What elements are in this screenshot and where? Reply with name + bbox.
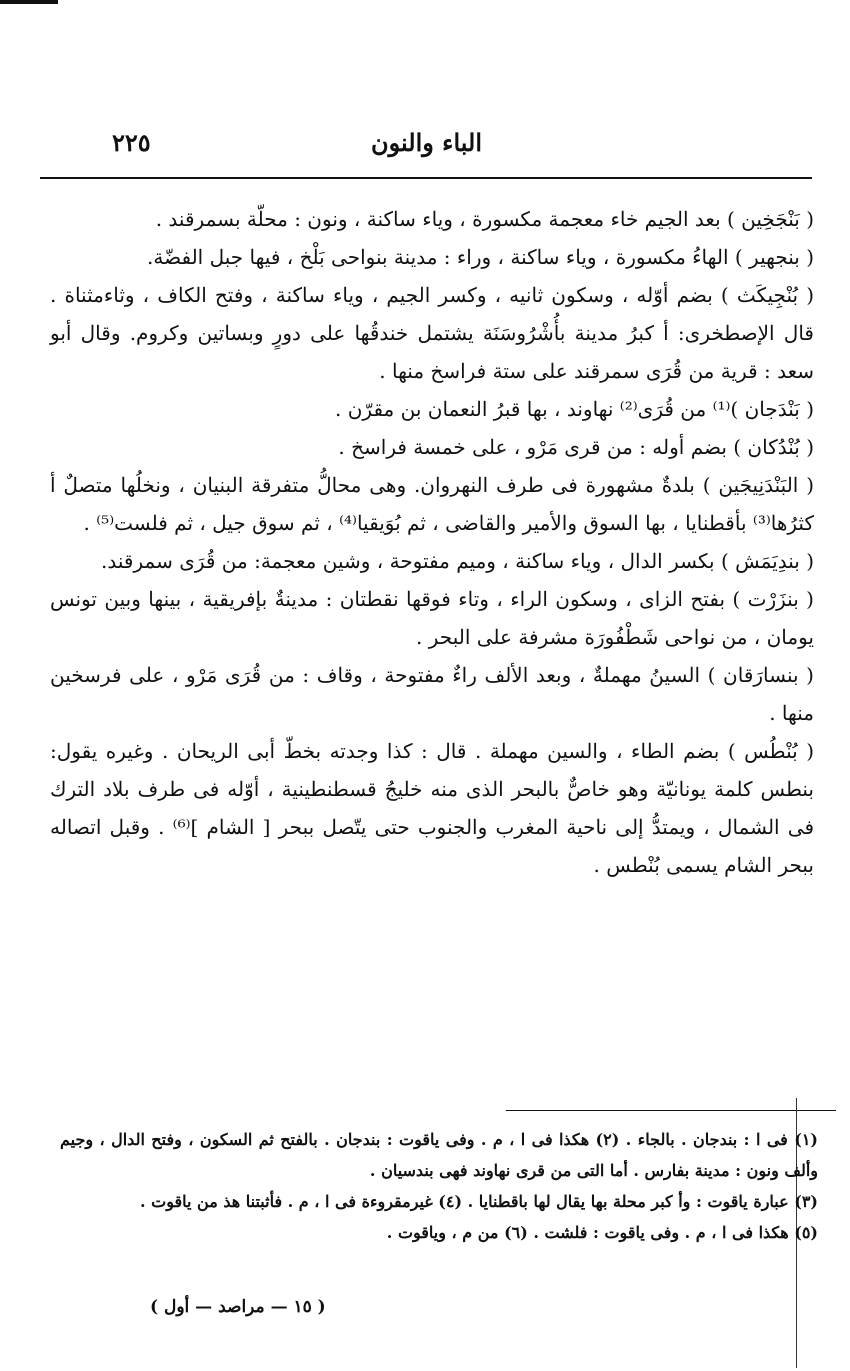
page-header — [40, 128, 812, 176]
footnotes — [60, 1124, 818, 1248]
page-number: ٢٢٥ — [112, 128, 151, 157]
footnote-5-6: (٥) هكذا فى ا ، م . وفى ياقوت : فلشت . (٦) من م ، وياقوت . — [386, 1223, 818, 1242]
dictionary-entries — [50, 200, 814, 884]
entry-bandajan: ( بَنْدَجان )⁽¹⁾ من قُرَى⁽²⁾ نهاوند ، بها قبرُ النعمان بن مقرّن . — [335, 397, 814, 421]
top-edge-mark — [0, 0, 58, 4]
entry-banzart: ( بنزَرْت ) بفتح الزاى ، وسكون الراء ، وتاء فوقها نقطتان : مدينةٌ بإفريقية ، بينها وبين تونس يومان ، من نواحى شَطْفُورَة مشرفة على البحر . — [50, 587, 814, 649]
printer-signature: ( ١٥ — مراصد — أول ) — [150, 1297, 326, 1317]
entry-bansaraqan: ( بنسارَقان ) السينُ مهملةٌ ، وبعد الألف راءٌ مفتوحة ، وقاف : من قُرَى مَرْو ، على فرسخين منها . — [50, 663, 814, 725]
entry-albandanijin: ( البَنْدَنِيجَين ) بلدةٌ مشهورة فى طرف النهروان. وهى محالُّ متفرقة البنيان ، ونخلُها متصلٌ أ كثرُها⁽³⁾ بأقطنايا ، بها السوق والأمير والقاضى ، ثم بُوَيقيا⁽⁴⁾ ، ثم سوق جيل ، ثم فلست⁽⁵⁾ . — [50, 473, 814, 535]
entry-bandiyamash: ( بندِيَمَش ) بكسر الدال ، وياء ساكنة ، وميم مفتوحة ، وشين معجمة: من قُرَى سمرقند. — [101, 549, 814, 573]
running-title: الباء والنون — [370, 128, 482, 157]
entry-buntus: ( بُنْطُس ) بضم الطاء ، والسين مهملة . قال : كذا وجدته بخطّ أبى الريحان . وغيره يقول: بنطس كلمة يونانيّة وهو خاصٌّ بالبحر الذى منه خليجُ قسطنطينية ، أوّله فى طرف بلاد الترك فى الشمال ، ويمتدُّ إلى ناحية المغرب والجنوب حتى يتّصل ببحر [ الشام ]⁽⁶⁾ . وقبل اتصاله ببحر الشام يسمى بُنْطس . — [50, 739, 815, 877]
footnote-rule — [506, 1110, 836, 1111]
entry-banjahir: ( بنجهير ) الهاءُ مكسورة ، وياء ساكنة ، وراء : مدينة بنواحى بَلْخ ، فيها جبل الفضّة. — [147, 245, 814, 269]
entry-banjakhin: ( بَنْجَخِين ) بعد الجيم خاء معجمة مكسورة ، وياء ساكنة ، ونون : محلّة بسمرقند . — [155, 207, 814, 231]
footnote-3-4: (٣) عبارة ياقوت : وأ كبر محلة بها يقال لها باقطنايا . (٤) غيرمقروءة فى ا ، م . فأثبتنا هذ من ياقوت . — [140, 1192, 818, 1211]
entry-bunjikath: ( بُنْجِيكَث ) بضم أوّله ، وسكون ثانيه ، وكسر الجيم ، وياء ساكنة ، وفتح الكاف ، وثاءمثناة . قال الإصطخرى: أ كبرُ مدينة بأُشْرُوسَنَة يشتمل خندقُها على دورٍ وبساتين وكروم. وقال أبو سعد : قرية من قُرَى سمرقند على ستة فراسخ منها . — [50, 283, 814, 383]
header-rule — [40, 177, 812, 179]
footnote-1-2: (١) فى ا : بندجان . بالجاء . (٢) هكذا فى ا ، م . وفى ياقوت : بندجان . بالفتح ثم السكون ، وفتح الدال ، وجيم وألف ونون : مدينة بفارس . أما التى من قرى نهاوند فهى بندسيان . — [60, 1130, 818, 1180]
entry-bundukan: ( بُنْدُكان ) بضم أوله : من قرى مَرْو ، على خمسة فراسخ . — [338, 435, 814, 459]
